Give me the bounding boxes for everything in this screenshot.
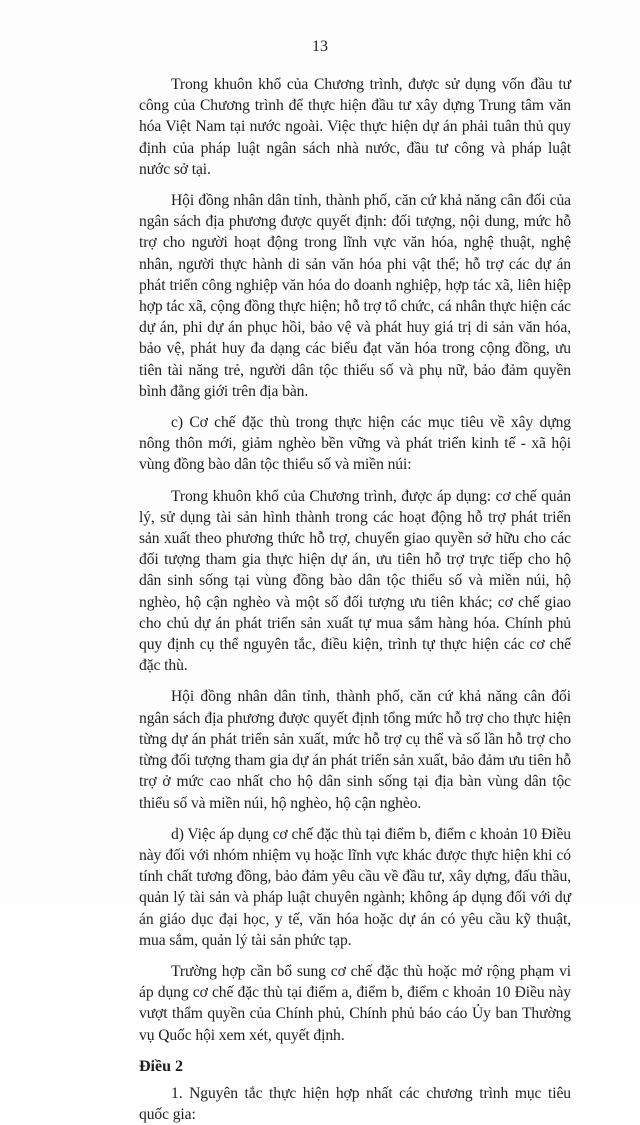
paragraph-point-d: d) Việc áp dụng cơ chế đặc thù tại điểm b, điểm c khoản 10 Điều này đối với nhóm nhiệm vụ hoặc lĩnh vực khác được thực hiện khi có tính chất tương đồng, bảo đảm yêu cầu về đầu tư, xây dựng, đấu thầu, quản lý tài sản và pháp luật chuyên ngành; không áp dụng đối với dự án giáo dục đại học, y tế, văn hóa hoặc dự án có yêu cầu kỹ thuật, mua sắm, quản lý tài sản phức tạp.: [139, 825, 571, 949]
paragraph-provincial-council-production: Hội đồng nhân dân tỉnh, thành phố, căn cứ khả năng cân đối ngân sách địa phương được quyết định tổng mức hỗ trợ cho thực hiện từng dự án phát triển sản xuất, mức hỗ trợ cụ thể và số lần hỗ trợ cho từng đối tượng tham gia dự án phát triển sản xuất, bảo đảm ưu tiên hỗ trợ ở mức cao nhất cho hộ dân sinh sống tại địa bàn vùng dân tộc thiểu số và miền núi, hộ nghèo, hộ cận nghèo.: [139, 688, 571, 812]
paragraph-cultural-center: Trong khuôn khổ của Chương trình, được sử dụng vốn đầu tư công của Chương trình để thực hiện đầu tư xây dựng Trung tâm văn hóa Việt Nam tại nước ngoài. Việc thực hiện dự án phải tuân thủ quy định của pháp luật ngân sách nhà nước, đầu tư công và pháp luật nước sở tại.: [139, 76, 571, 178]
paragraph-program-mechanism: Trong khuôn khổ của Chương trình, được áp dụng: cơ chế quản lý, sử dụng tài sản hình thành trong các hoạt động hỗ trợ phát triển sản xuất theo phương thức hỗ trợ, chuyển giao quyền sở hữu cho các đối tượng tham gia thực hiện dự án, ưu tiên hỗ trợ trực tiếp cho hộ dân sinh sống tại vùng đồng bào dân tộc thiểu số và miền núi, hộ nghèo, hộ cận nghèo và một số đối tượng ưu tiên khác; cơ chế giao cho chủ dự án phát triển sản xuất tự mua sắm hàng hóa. Chính phủ quy định cụ thể nguyên tắc, điều kiện, trình tự thực hiện các cơ chế đặc thù.: [139, 487, 571, 675]
paragraph-point-c: c) Cơ chế đặc thù trong thực hiện các mục tiêu về xây dựng nông thôn mới, giảm nghèo bền vững và phát triển kinh tế - xã hội vùng đồng bào dân tộc thiểu số và miền núi:: [139, 414, 571, 474]
paragraph-provincial-council-culture: Hội đồng nhân dân tỉnh, thành phố, căn cứ khả năng cân đối của ngân sách địa phương được quyết định: đối tượng, nội dung, mức hỗ trợ cho người hoạt động trong lĩnh vực văn hóa, nghệ thuật, nghệ nhân, người thực hành di sản văn hóa phi vật thể; hỗ trợ các dự án phát triển công nghiệp văn hóa do doanh nghiệp, hợp tác xã, liên hiệp hợp tác xã, cộng đồng thực hiện; hỗ trợ tổ chức, cá nhân thực hiện các dự án, phi dự án phục hồi, bảo vệ và phát huy giá trị di sản văn hóa, bảo vệ, phát huy đa dạng các biểu đạt văn hóa trong cộng đồng, ưu tiên tài năng trẻ, người dân tộc thiểu số và phụ nữ, bảo đảm quyền bình đẳng giới trên địa bàn.: [139, 192, 571, 400]
page-number: 13: [312, 38, 328, 55]
paragraph-extension-case: Trường hợp cần bổ sung cơ chế đặc thù hoặc mở rộng phạm vi áp dụng cơ chế đặc thù tại điểm a, điểm b, điểm c khoản 10 Điều này vượt thẩm quyền của Chính phủ, Chính phủ báo cáo Ủy ban Thường vụ Quốc hội xem xét, quyết định.: [139, 962, 571, 1044]
document-body: [139, 74, 571, 1125]
article-heading: Điều 2: [139, 1057, 183, 1075]
article-item-1: 1. Nguyên tắc thực hiện hợp nhất các chương trình mục tiêu quốc gia:: [139, 1084, 571, 1123]
